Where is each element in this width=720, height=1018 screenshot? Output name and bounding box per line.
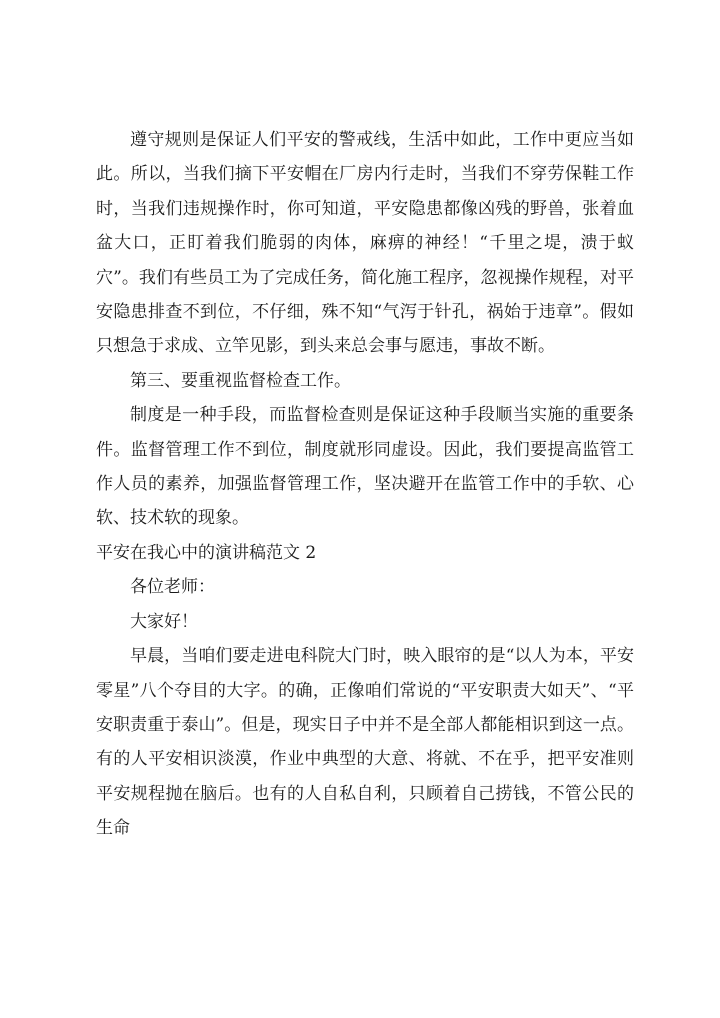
paragraph-greeting: 大家好！ — [130, 611, 198, 632]
paragraph-supervision: 制度是一种手段，而监督检查则是保证这种手段顺当实施的重要条件。监督管理工作不到位，制度就形同虚设。因此，我们要提高监管工作人员的素养，加强监督管理工作，坚决避开在监管工作中的手软、心软、技术软的现象。 — [96, 405, 634, 529]
section-heading: 平安在我心中的演讲稿范文 2 — [96, 542, 317, 563]
document-body — [96, 123, 634, 846]
paragraph-salutation: 各位老师： — [130, 577, 215, 598]
paragraph-point-three: 第三、要重视监督检查工作。 — [130, 370, 351, 391]
paragraph-morning: 早晨，当咱们要走进电科院大门时，映入眼帘的是“以人为本，平安零星”八个夺目的大字。的确，正像咱们常说的“平安职责大如天”、“平安职责重于泰山”。但是，现实日子中并不是全部人都能相识到这一点。有的人平安相识淡漠，作业中典型的大意、将就、不在乎，把平安准则平安规程抛在脑后。也有的人自私自利，只顾着自己捞钱，不管公民的生命 — [96, 646, 634, 839]
paragraph-rules-safety: 遵守规则是保证人们平安的警戒线，生活中如此，工作中更应当如此。所以，当我们摘下平安帽在厂房内行走时，当我们不穿劳保鞋工作时，当我们违规操作时，你可知道，平安隐患都像凶残的野兽，张着血盆大口，正盯着我们脆弱的肉体，麻痹的神经！“千里之堤，溃于蚁穴”。我们有些员工为了完成任务，简化施工程序，忽视操作规程，对平安隐患排查不到位，不仔细，殊不知“气泻于针孔，祸始于违章”。假如只想急于求成、立竿见影，到头来总会事与愿违，事故不断。 — [96, 130, 634, 357]
